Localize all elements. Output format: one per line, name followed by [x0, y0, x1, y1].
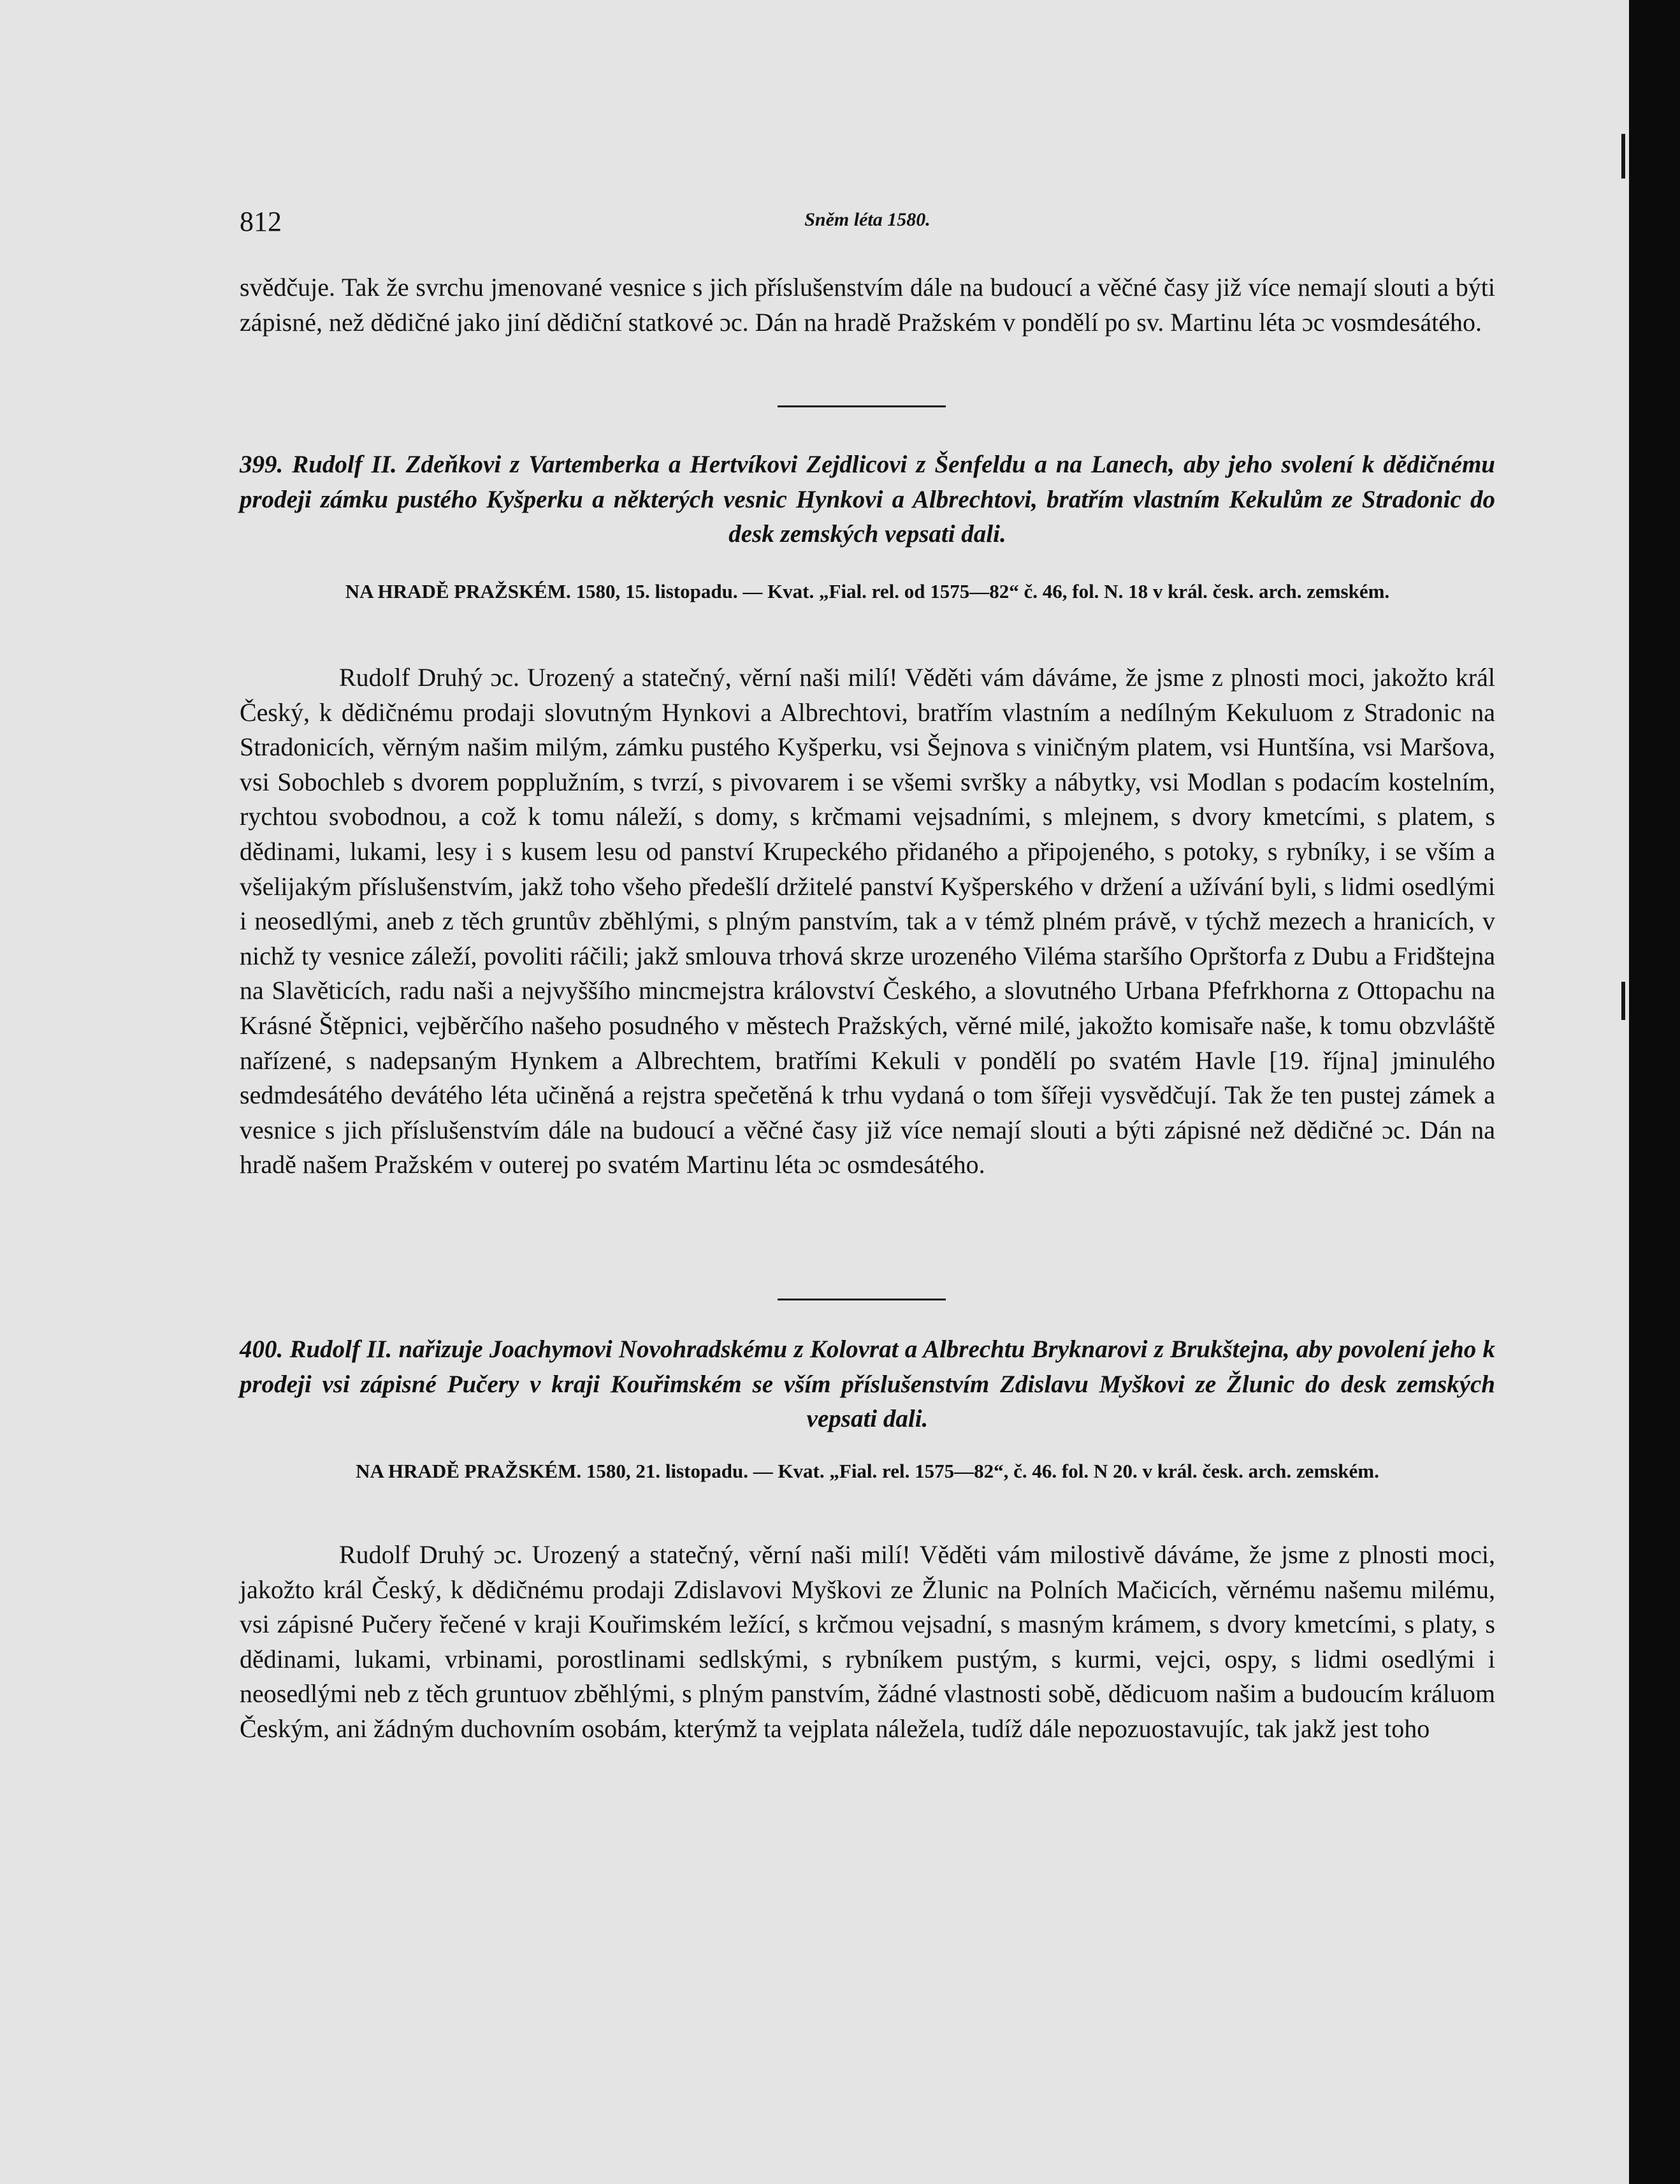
entry-source: NA HRADĚ PRAŽSKÉM. 1580, 15. listopadu. — Kvat. „Fial. rel. od 1575—82“ č. 46, fol. N. 18 v král. česk. arch. zemském. — [345, 580, 1390, 602]
entry-399-body-block — [240, 660, 1495, 1183]
entry-400-regest-block — [240, 1332, 1495, 1437]
entry-source: NA HRADĚ PRAŽSKÉM. 1580, 21. listopadu. — Kvat. „Fial. rel. 1575—82“, č. 46. fol. N 20. v král. česk. arch. zemském. — [356, 1460, 1379, 1482]
entry-body: Rudolf Druhý ɔc. Urozený a statečný, věrní naši milí! Věděti vám dáváme, že jsme z plnosti moci, jakožto král Český, k dědičnému prodaji slovutným Hynkovi a Albrechtovi, bratřím vlastním a nedílným Kekuluom z Stradonic na Stradonicích, věrným našim milým, zámku pustého Kyšperku, vsi Šejnova s viničným platem, vsi Huntšína, vsi Maršova, vsi Sobochleb s dvorem popplužním, s tvrzí, s pivovarem i se všemi svršky a nábytky, vsi Modlan s podacím kostelním, rychtou svobodnou, a což k tomu náleží, s domy, s krčmami vejsadními, s mlejnem, s dvory kmetcími, s platem, s dědinami, lukami, lesy i s kusem lesu od panství Krupeckého přidaného a připojeného, s potoky, s rybníky, i se vším a všelijakým příslušenstvím, jakž toho všeho předešlí držitelé panství Kyšperského v držení a užívání byli, s lidmi osedlými i neosedlými, aneb z těch gruntův zběhlými, s plným panstvím, tak a v témž plném právě, v týchž mezech a hranicích, v nichž ty vesnice záleží, povoliti ráčili; jakž smlouva trhová skrze urozeného Viléma staršího Oprštorfa z Dubu a Fridštejna na Slavěticích, radu naši a nejvyššího mincmejstra království Českého, a slovutného Urbana Pfefrkhorna z Ottopachu na Krásné Štěpnici, vejběrčího našeho posudného v městech Pražských, věrné milé, jakožto komisaře naše, k tomu obzvláště nařízené, s nadepsaným Hynkem a Albrechtem, bratřími Kekuli v pondělí po svatém Havle [19. října] jminulého sedmdesátého devátého léta učiněná a rejstra spečetěná k trhu vydaná o tom šířeji vysvědčují. Tak že ten pustej zámek a vesnice s jich příslušenstvím dále na budoucí a věčné časy již více nemají slouti a býti zápisné než dědičné ɔc. Dán na hradě našem Pražském v outerej po svatém Martinu léta ɔc osmdesátého. — [240, 663, 1495, 1179]
scan-edge-mark — [1621, 982, 1625, 1020]
page-number: 812 — [240, 206, 282, 237]
page-header — [240, 203, 1495, 241]
entry-399-regest-block — [240, 448, 1495, 552]
entry-400-body-block — [240, 1538, 1495, 1747]
scan-edge-mark — [1621, 134, 1625, 178]
section-divider — [778, 1299, 946, 1300]
entry-399-source-block — [240, 579, 1495, 604]
section-divider — [778, 405, 946, 407]
entry-body: Rudolf Druhý ɔc. Urozený a statečný, věrní naši milí! Věděti vám milostivě dáváme, že jsme z plnosti moci, jakožto král Český, k dědičnému prodaji Zdislavovi Myškovi ze Žlunic na Polních Mačicích, věrnému našemu milému, vsi zápisné Pučery řečené v kraji Kouřimském ležící, s krčmou vejsadní, s masným krámem, s dvory kmetcími, s platy, s dědinami, lukami, vrbinami, porostlinami sedlskými, s rybníkem pustým, s kurmi, vejci, ospy, s lidmi osedlými i neosedlými neb z těch gruntuov zběhlými, s plným panstvím, žádné vlastnosti sobě, dědicuom našim a budoucím králuom Českým, ani žádným duchovním osobám, kterýmž ta vejplata náležela, tudíž dále nepozuostavujíc, tak jakž jest toho — [240, 1540, 1495, 1743]
entry-regest: 400. Rudolf II. nařizuje Joachymovi Novohradskému z Kolovrat a Albrechtu Bryknarovi z Brukštejna, aby povolení jeho k prodeji vsi zápisné Pučery v kraji Kouřimském se vším příslušenstvím Zdislavu Myškovi ze Žlunic do desk zemských vepsati dali. — [240, 1336, 1495, 1433]
paragraph: svědčuje. Tak že svrchu jmenované vesnice s jich příslušenstvím dále na budoucí a věčné časy již více nemají slouti a býti zápisné, než dědičné jako jiní dědiční statkové ɔc. Dán na hradě Pražském v pondělí po sv. Martinu léta ɔc vosmdesátého. — [240, 273, 1495, 337]
entry-400-source-block — [240, 1459, 1495, 1484]
entry-regest: 399. Rudolf II. Zdeňkovi z Vartemberka a Hertvíkovi Zejdlicovi z Šenfeldu a na Lanech, aby jeho svolení k dědičnému prodeji zámku pustého Kyšperku a některých vesnic Hynkovi a Albrechtovi, bratřím vlastním Kekulům ze Stradonic do desk zemských vepsati dali. — [240, 451, 1495, 548]
intro-section — [240, 270, 1495, 340]
running-head: Sněm léta 1580. — [804, 209, 931, 230]
